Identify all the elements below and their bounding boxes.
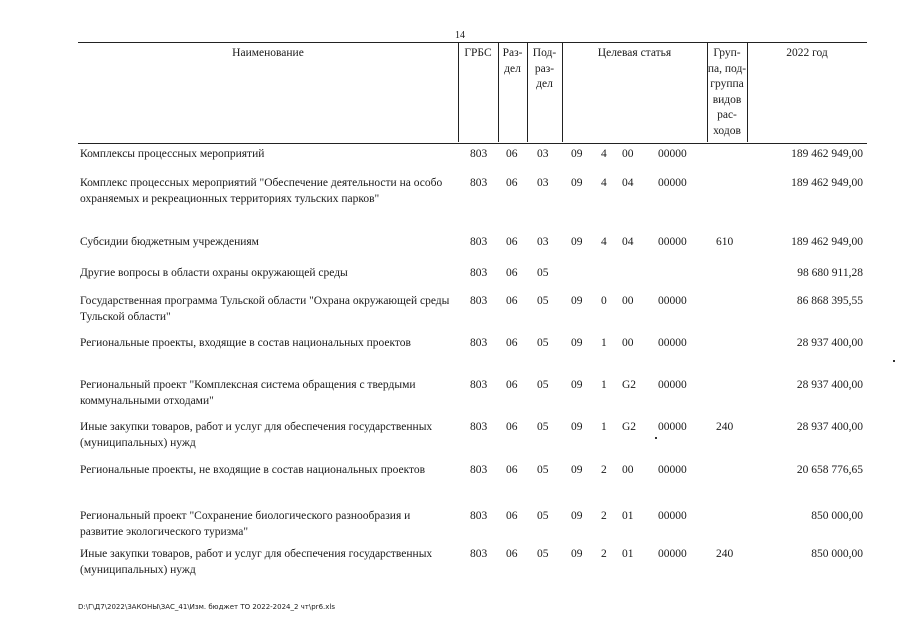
cell-razdel: 06 <box>506 464 518 476</box>
cell-t2: 2 <box>601 510 607 522</box>
header-group-cell <box>707 42 747 142</box>
cell-t3: 01 <box>622 548 634 560</box>
cell-name: Иные закупки товаров, работ и услуг для обеспечения государственных (муниципальных) нужд <box>80 421 433 449</box>
cell-podrazdel: 05 <box>537 421 549 433</box>
header-name: Наименование <box>232 47 304 59</box>
cell-t1: 09 <box>571 295 583 307</box>
cell-t4: 00000 <box>658 177 687 189</box>
cell-t3: 04 <box>622 236 634 248</box>
cell-t4: 00000 <box>658 510 687 522</box>
cell-amount: 850 000,00 <box>811 548 863 560</box>
cell-podrazdel: 05 <box>537 379 549 391</box>
cell-t1: 09 <box>571 421 583 433</box>
cell-grbs: 803 <box>470 548 488 560</box>
cell-grbs: 803 <box>470 464 488 476</box>
cell-group: 240 <box>716 548 734 560</box>
cell-t1: 09 <box>571 464 583 476</box>
cell-t1: 09 <box>571 337 583 349</box>
cell-t2: 4 <box>601 236 607 248</box>
cell-t4: 00000 <box>658 295 687 307</box>
header-podrazdel-line: дел <box>536 78 553 90</box>
cell-amount: 850 000,00 <box>811 510 863 522</box>
cell-name: Другие вопросы в области охраны окружающей среды <box>80 267 348 279</box>
header-target-cell <box>562 42 707 142</box>
cell-t3: 00 <box>622 337 634 349</box>
cell-grbs: 803 <box>470 295 488 307</box>
cell-amount: 28 937 400,00 <box>796 379 863 391</box>
cell-razdel: 06 <box>506 548 518 560</box>
header-group <box>707 46 747 139</box>
cell-name: Региональный проект "Сохранение биологического разнообразия и развитие экологического туризма" <box>80 510 411 538</box>
cell-t4: 00000 <box>658 379 687 391</box>
cell-name: Комплексы процессных мероприятий <box>80 148 265 160</box>
cell-podrazdel: 03 <box>537 177 549 189</box>
cell-amount: 189 462 949,00 <box>791 148 863 160</box>
cell-t2: 4 <box>601 148 607 160</box>
cell-razdel: 06 <box>506 148 518 160</box>
cell-t4: 00000 <box>658 148 687 160</box>
header-name-cell <box>78 42 458 142</box>
header-podrazdel <box>527 46 562 93</box>
cell-grbs: 803 <box>470 148 488 160</box>
header-target: Целевая статья <box>597 47 672 59</box>
header-razdel-cell <box>498 42 527 142</box>
header-razdel-line: Раз- <box>502 47 523 59</box>
header-group-line: видов <box>712 93 742 106</box>
cell-t4: 00000 <box>658 548 687 560</box>
cell-t1: 09 <box>571 236 583 248</box>
cell-t2: 0 <box>601 295 607 307</box>
cell-t4: 00000 <box>658 464 687 476</box>
cell-grbs: 803 <box>470 337 488 349</box>
cell-t2: 2 <box>601 548 607 560</box>
cell-podrazdel: 05 <box>537 464 549 476</box>
cell-razdel: 06 <box>506 510 518 522</box>
cell-t1: 09 <box>571 379 583 391</box>
cell-group: 240 <box>716 421 734 433</box>
cell-grbs: 803 <box>470 421 488 433</box>
file-path-footer: D:\Г\Д7\2022\ЗАКОНЫ\ЗАС_41\Изм. бюджет ТО 2022-2024_2 чт\pr6.xls <box>78 603 335 611</box>
page-number: 14 <box>455 30 465 41</box>
cell-grbs: 803 <box>470 379 488 391</box>
cell-t2: 1 <box>601 337 607 349</box>
header-group-line: ходов <box>713 124 741 137</box>
cell-podrazdel: 03 <box>537 148 549 160</box>
cell-razdel: 06 <box>506 379 518 391</box>
cell-grbs: 803 <box>470 510 488 522</box>
scan-speck <box>893 360 895 362</box>
cell-podrazdel: 05 <box>537 337 549 349</box>
header-group-line: Груп- <box>713 47 741 59</box>
cell-podrazdel: 05 <box>537 267 549 279</box>
header-podrazdel-cell <box>527 42 562 142</box>
cell-razdel: 06 <box>506 236 518 248</box>
header-group-line: рас- <box>717 109 737 121</box>
header-year: 2022 год <box>786 47 828 59</box>
header-razdel-line: дел <box>504 62 521 75</box>
cell-amount: 189 462 949,00 <box>791 177 863 189</box>
cell-t2: 1 <box>601 421 607 433</box>
cell-name: Комплекс процессных мероприятий "Обеспечение деятельности на особо охраняемых и рекреационных территориях тульских парков" <box>80 177 443 205</box>
cell-podrazdel: 05 <box>537 510 549 522</box>
cell-t1: 09 <box>571 148 583 160</box>
cell-name: Государственная программа Тульской области "Охрана окружающей среды Тульской области" <box>80 295 450 323</box>
cell-razdel: 06 <box>506 295 518 307</box>
header-year-cell <box>747 42 867 142</box>
cell-group: 610 <box>716 236 734 248</box>
cell-t4: 00000 <box>658 236 687 248</box>
cell-grbs: 803 <box>470 267 488 279</box>
header-group-line: группа <box>710 78 744 90</box>
header-grbs-cell <box>458 42 498 142</box>
cell-t3: G2 <box>622 379 637 391</box>
cell-t3: 00 <box>622 148 634 160</box>
cell-grbs: 803 <box>470 236 488 248</box>
cell-razdel: 06 <box>506 177 518 189</box>
cell-name: Региональный проект "Комплексная система обращения с твердыми коммунальными отходами" <box>80 379 416 407</box>
header-group-line: па, под- <box>707 62 747 75</box>
cell-t4: 00000 <box>658 421 687 433</box>
cell-name: Иные закупки товаров, работ и услуг для обеспечения государственных (муниципальных) нужд <box>80 548 433 576</box>
cell-amount: 28 937 400,00 <box>796 421 863 433</box>
header-podrazdel-line: Под- <box>532 47 557 59</box>
cell-t3: 01 <box>622 510 634 522</box>
cell-t2: 2 <box>601 464 607 476</box>
cell-t3: 00 <box>622 295 634 307</box>
cell-t3: 00 <box>622 464 634 476</box>
cell-name: Региональные проекты, не входящие в состав национальных проектов <box>80 464 426 476</box>
cell-amount: 20 658 776,65 <box>796 464 863 476</box>
cell-razdel: 06 <box>506 337 518 349</box>
cell-razdel: 06 <box>506 267 518 279</box>
cell-t3: 04 <box>622 177 634 189</box>
header-grbs: ГРБС <box>464 47 492 59</box>
cell-grbs: 803 <box>470 177 488 189</box>
cell-amount: 86 868 395,55 <box>796 295 863 307</box>
scan-speck <box>655 437 657 439</box>
header-podrazdel-line: раз- <box>534 62 555 75</box>
cell-t4: 00000 <box>658 337 687 349</box>
cell-t2: 4 <box>601 177 607 189</box>
cell-amount: 189 462 949,00 <box>791 236 863 248</box>
cell-name: Субсидии бюджетным учреждениям <box>80 236 259 248</box>
cell-podrazdel: 03 <box>537 236 549 248</box>
cell-name: Региональные проекты, входящие в состав национальных проектов <box>80 337 411 349</box>
cell-t2: 1 <box>601 379 607 391</box>
cell-t3: G2 <box>622 421 637 433</box>
header-razdel <box>498 46 527 77</box>
cell-t1: 09 <box>571 510 583 522</box>
cell-amount: 98 680 911,28 <box>797 267 863 279</box>
cell-podrazdel: 05 <box>537 548 549 560</box>
cell-t1: 09 <box>571 177 583 189</box>
cell-amount: 28 937 400,00 <box>796 337 863 349</box>
cell-razdel: 06 <box>506 421 518 433</box>
cell-podrazdel: 05 <box>537 295 549 307</box>
cell-t1: 09 <box>571 548 583 560</box>
